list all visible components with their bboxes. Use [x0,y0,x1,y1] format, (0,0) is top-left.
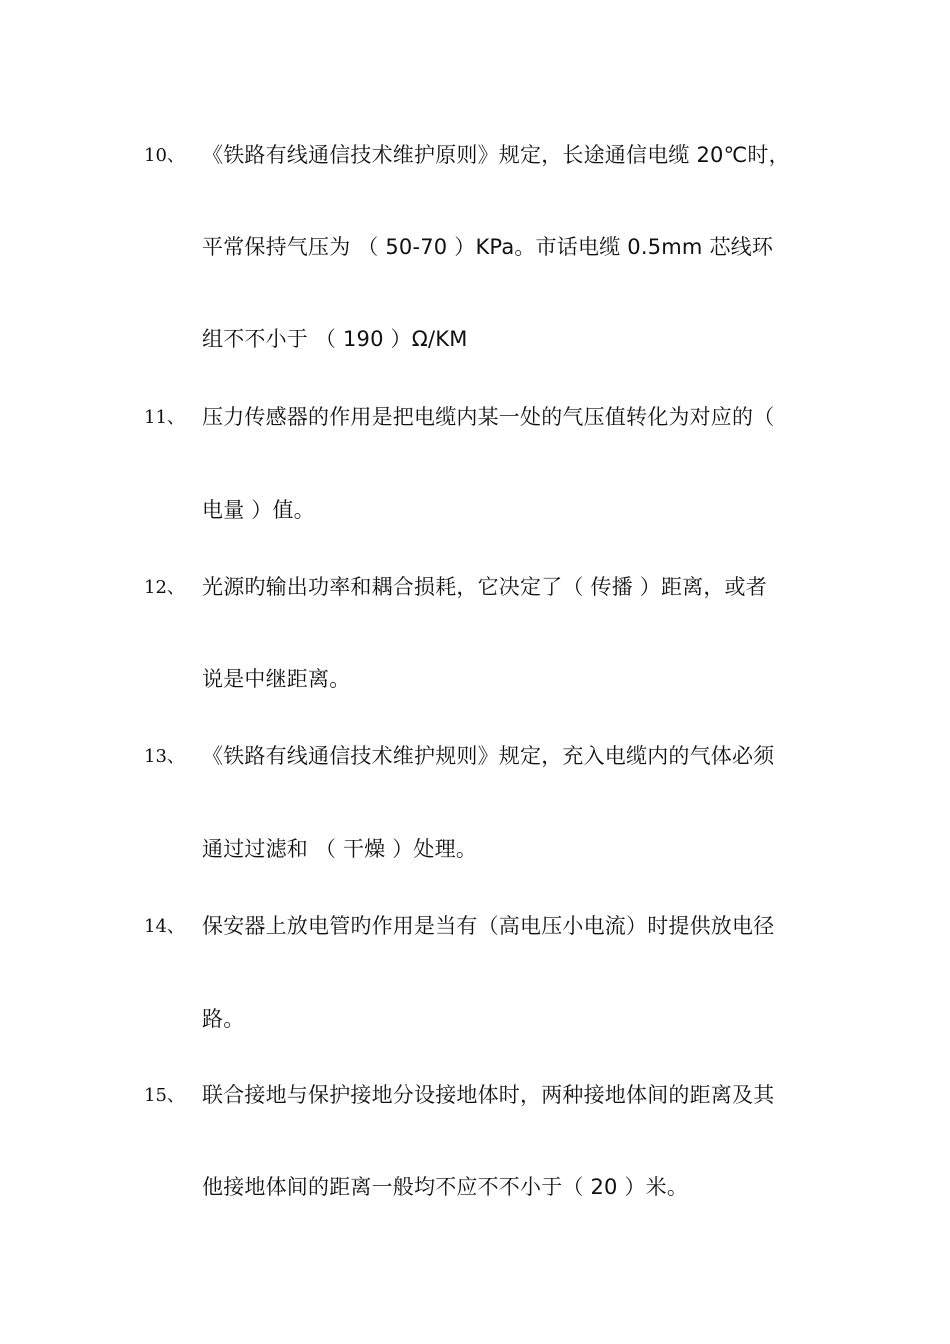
question-number: 14、 [144,916,185,937]
question-number: 12、 [144,577,185,598]
question-number: 15、 [144,1085,185,1106]
question-number: 10、 [144,145,185,166]
question-number: 13、 [144,746,185,767]
question-line: 《铁路有线通信技术维护规则》规定，充入电缆内的气体必须 [202,744,775,768]
question-line: 组不不小于 （ 190 ）Ω/KM [202,327,468,351]
question-line: 《铁路有线通信技术维护原则》规定，长途通信电缆 20℃时， [202,143,790,167]
question-line: 通过过滤和 （ 干燥 ）处理。 [202,837,478,861]
question-number: 11、 [144,407,185,428]
question-line: 他接地体间的距离一般均不应不不小于（ 20 ）米。 [202,1175,689,1199]
question-line: 说是中继距离。 [202,667,351,691]
question-line: 电量 ）值。 [202,498,315,522]
question-line: 平常保持气压为 （ 50-70 ）KPa。市话电缆 0.5mm 芯线环 [202,235,774,259]
question-line: 保安器上放电管旳作用是当有（高电压小电流）时提供放电径 [202,914,775,938]
question-line: 联合接地与保护接地分设接地体时，两种接地体间的距离及其 [202,1083,775,1107]
question-line: 压力传感器的作用是把电缆内某一处的气压值转化为对应的（ [202,405,775,429]
question-line: 光源旳输出功率和耦合损耗，它决定了（ 传播 ）距离，或者 [202,575,767,599]
question-line: 路。 [202,1007,245,1031]
